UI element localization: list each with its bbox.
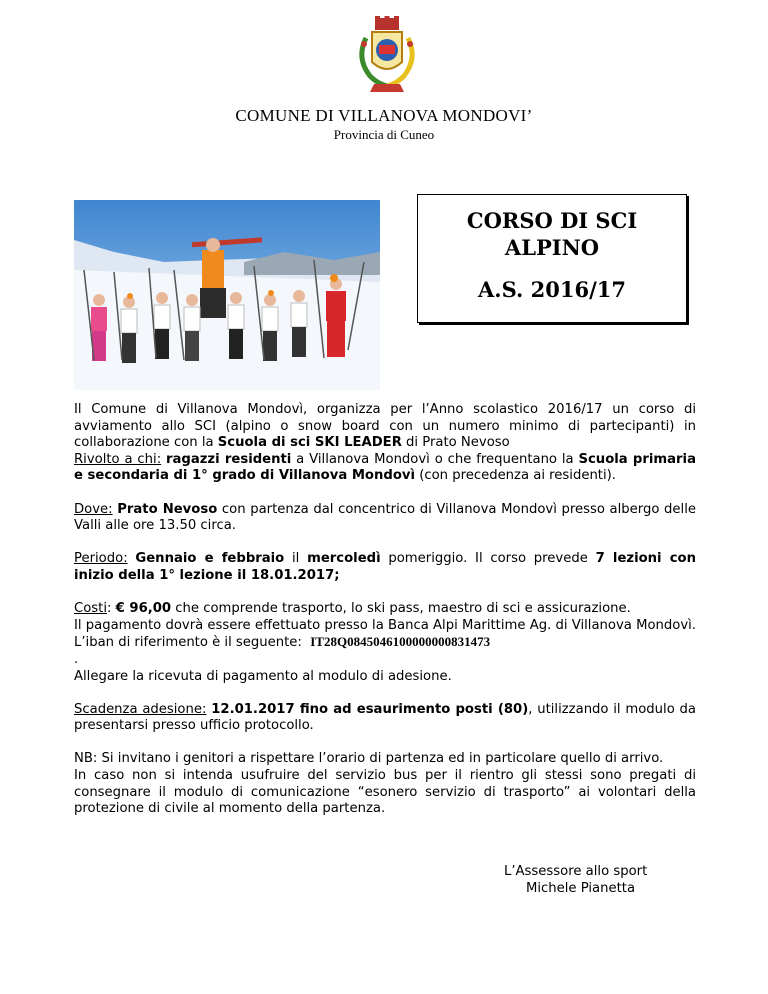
periodo-run-6: 7 lezioni con inizio della 1° lezione il 18.01.2017; [74, 551, 696, 583]
nb-line-2: In caso non si intenda usufruire del servizio bus per il rientro gli stessi sono pregati di consegnare il modulo di comunicazione “esonero servizio di trasporto” ai volontari della protezione di civile al momento della partenza. [74, 768, 696, 817]
periodo-run-3: il [284, 551, 308, 567]
scadenza-run-2: 12.01.2017 fino ad esaurimento posti (80) [211, 701, 529, 717]
signature-name: Michele Pianetta [526, 880, 636, 896]
dove-run-0: Dove: [74, 501, 113, 517]
dove-run-2: Prato Nevoso [117, 501, 218, 517]
rivolto-paragraph [74, 452, 696, 485]
rivolto-run-5: (con precedenza ai residenti). [415, 468, 616, 484]
periodo-run-4: mercoledì [307, 551, 381, 567]
dove-paragraph [74, 502, 696, 535]
nb-line-1: NB: Si invitano i genitori a rispettare l’orario di partenza ed in particolare quello di arrivo. [74, 751, 664, 767]
signature [504, 864, 647, 897]
signature-role: L’Assessore allo sport [504, 864, 648, 879]
scadenza-run-0: Scadenza adesione: [74, 701, 207, 717]
costi-run-3: che comprende trasporto, lo ski pass, maestro di sci e assicurazione. [171, 601, 631, 617]
course-title-box [417, 194, 687, 323]
costi-run-0: Costi [74, 601, 107, 617]
costi-run-2: € 96,00 [115, 601, 172, 617]
costi-run-1: : [106, 601, 116, 617]
rivolto-run-2: ragazzi residenti [166, 451, 292, 467]
municipality-name: COMUNE DI VILLANOVA MONDOVI’ [235, 106, 533, 125]
intro-run-1: Scuola di sci SKI LEADER [217, 435, 402, 451]
document-body [74, 402, 696, 818]
municipal-crest [352, 14, 422, 100]
periodo-run-5: pomeriggio. Il corso prevede [380, 551, 596, 567]
province-name: Provincia di Cuneo [333, 127, 435, 142]
dot-line: . [74, 651, 79, 667]
pagamento-text: Il pagamento dovrà essere effettuato presso la Banca Alpi Marittime Ag. di Villanova Mondovì. L’iban di riferimento è il seguente: [74, 617, 696, 651]
pagamento-paragraph [74, 618, 696, 652]
intro-run-0: Il Comune di Villanova Mondovì, organizza per l’Anno scolastico 2016/17 un corso di avviamento allo SCI (alpino o snow board con un numero minimo di partecipanti) in collaborazione con la [74, 402, 696, 451]
school-year: A.S. 2016/17 [478, 277, 626, 302]
intro-paragraph [74, 402, 696, 452]
iban-code: IT28Q0845046100000000831473 [310, 634, 491, 650]
dove-run-3: con partenza dal concentrico di Villanova Mondovì presso albergo delle Valli alle ore 13.50 circa. [74, 501, 696, 534]
course-title-line2: ALPINO [504, 235, 600, 260]
course-title-line1: CORSO DI SCI [466, 208, 638, 233]
scadenza-paragraph [74, 702, 696, 735]
scadenza-run-3: , utilizzando il modulo da presentarsi presso ufficio protocollo. [74, 701, 696, 734]
rivolto-run-3: a Villanova Mondovì o che frequentano la [291, 451, 579, 467]
allegare-paragraph: Allegare la ricevuta di pagamento al modulo di adesione. [74, 668, 452, 684]
rivolto-run-0: Rivolto a chi: [74, 451, 162, 467]
rivolto-run-4: Scuola primaria e secondaria di 1° grado di Villanova Mondovì [74, 451, 696, 484]
periodo-run-2: Gennaio e febbraio [135, 551, 285, 567]
ski-children-photo [74, 200, 380, 390]
costi-paragraph [74, 601, 696, 618]
intro-run-2: di Prato Nevoso [401, 435, 510, 451]
periodo-run-0: Periodo: [74, 551, 128, 567]
course-title [418, 207, 686, 261]
periodo-paragraph [74, 551, 696, 584]
